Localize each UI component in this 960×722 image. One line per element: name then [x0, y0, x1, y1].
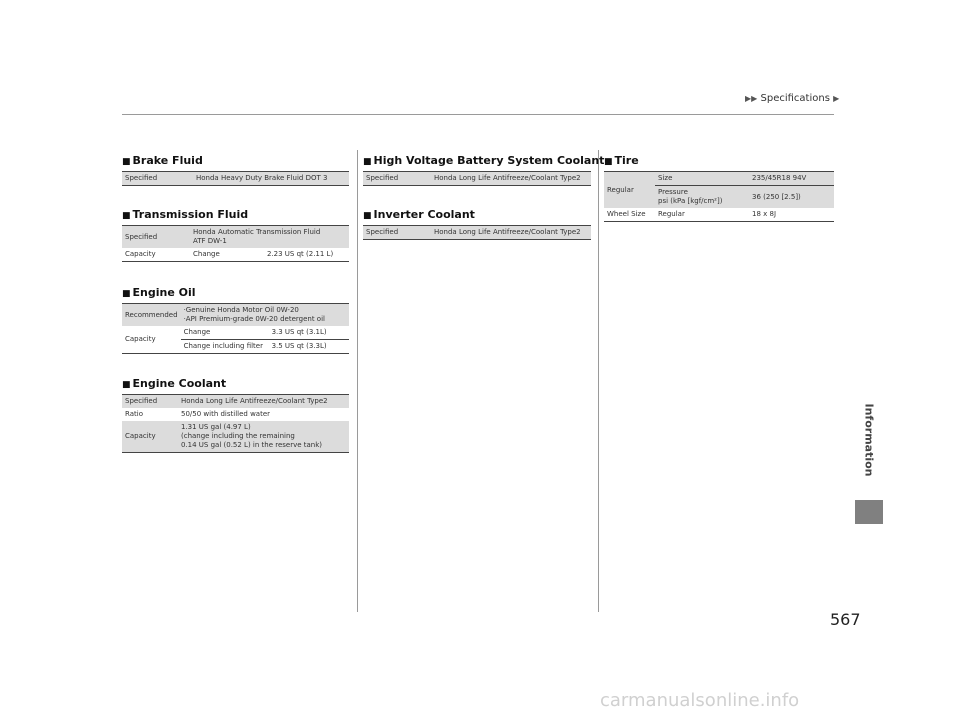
square-bullet-icon: ■: [122, 289, 131, 299]
section-transmission-fluid: [122, 208, 349, 262]
row-value: Honda Long Life Antifreeze/Coolant Type2: [431, 172, 591, 186]
row-sublabel: Change: [183, 328, 211, 336]
row-label: Recommended: [122, 304, 181, 327]
row-value: 2.23 US qt (2.11 L): [267, 250, 334, 258]
row-value: 3.3 US qt (3.1L): [271, 328, 327, 336]
header-rule: [122, 114, 834, 115]
row-value: 18 x 8J: [752, 210, 777, 218]
row-label: Capacity: [122, 421, 178, 453]
square-bullet-icon: ■: [122, 157, 131, 167]
section-title: ■ Engine Coolant: [122, 377, 227, 390]
inverter-coolant-table: [363, 225, 591, 240]
engine-oil-table: [122, 303, 349, 354]
row-sublabel: Size: [655, 172, 749, 186]
side-tab-marker: [855, 500, 883, 524]
row-sublabel: Change including filter: [181, 340, 269, 354]
row-value: 3.5 US qt (3.3L): [269, 340, 349, 354]
row-sublabel: Change: [193, 250, 220, 258]
square-bullet-icon: ■: [122, 211, 131, 221]
square-bullet-icon: ■: [363, 211, 372, 221]
row-value: Honda Long Life Antifreeze/Coolant Type2: [178, 395, 349, 409]
section-engine-oil: [122, 286, 349, 354]
section-tire: [604, 154, 834, 222]
row-sublabel: Pressure psi (kPa [kgf/cm²]): [655, 186, 749, 209]
row-label: Capacity: [125, 335, 156, 343]
row-value: Honda Automatic Transmission Fluid ATF DW-1: [190, 226, 349, 249]
section-inverter-coolant: [363, 208, 591, 240]
row-value: Honda Heavy Duty Brake Fluid DOT 3: [193, 172, 349, 186]
row-label: Specified: [122, 395, 178, 409]
engine-coolant-table: [122, 394, 349, 453]
section-title: ■ Inverter Coolant: [363, 208, 475, 221]
row-value: ·Genuine Honda Motor Oil 0W-20 ·API Premium-grade 0W-20 detergent oil: [181, 304, 349, 327]
brake-fluid-table: [122, 171, 349, 186]
section-engine-coolant: [122, 377, 349, 453]
column-divider-1: [357, 150, 358, 612]
tire-table: [604, 171, 834, 222]
breadcrumb: [745, 93, 839, 104]
section-title: ■ Transmission Fluid: [122, 208, 249, 221]
section-title: ■ Engine Oil: [122, 286, 196, 299]
row-label: Wheel Size: [607, 210, 646, 218]
watermark: carmanualsonline.info: [600, 690, 800, 711]
row-label: Capacity: [125, 250, 156, 258]
section-title: ■ Brake Fluid: [122, 154, 203, 167]
breadcrumb-trail-icon: ▶: [833, 94, 840, 103]
side-tab-label[interactable]: Information: [862, 403, 876, 477]
section-brake-fluid: [122, 154, 349, 186]
row-label: Specified: [122, 226, 190, 249]
page-number: 567: [830, 610, 861, 629]
row-value: 36 (250 [2.5]): [749, 186, 834, 209]
breadcrumb-label[interactable]: Specifications: [760, 93, 830, 104]
row-label: Specified: [122, 172, 193, 186]
breadcrumb-arrows-icon: ▶▶: [745, 94, 758, 103]
row-value: Honda Long Life Antifreeze/Coolant Type2: [431, 226, 591, 240]
section-title: ■ Tire: [604, 154, 639, 167]
row-label: Specified: [363, 226, 431, 240]
row-value: 50/50 with distilled water: [181, 410, 271, 418]
row-label: Regular: [604, 172, 655, 209]
column-divider-2: [598, 150, 599, 612]
row-value: 235/45R18 94V: [749, 172, 834, 186]
square-bullet-icon: ■: [604, 157, 613, 167]
square-bullet-icon: ■: [122, 380, 131, 390]
row-value: 1.31 US gal (4.97 L) (change including the remaining 0.14 US gal (0.52 L) in the reserve tank): [178, 421, 349, 453]
row-label: Ratio: [125, 410, 143, 418]
transmission-fluid-table: [122, 225, 349, 262]
square-bullet-icon: ■: [363, 157, 372, 167]
row-sublabel: Regular: [658, 210, 685, 218]
hv-coolant-table: [363, 171, 591, 186]
section-title: ■ High Voltage Battery System Coolant: [363, 154, 605, 167]
section-hv-battery-coolant: [363, 154, 605, 186]
row-label: Specified: [363, 172, 431, 186]
